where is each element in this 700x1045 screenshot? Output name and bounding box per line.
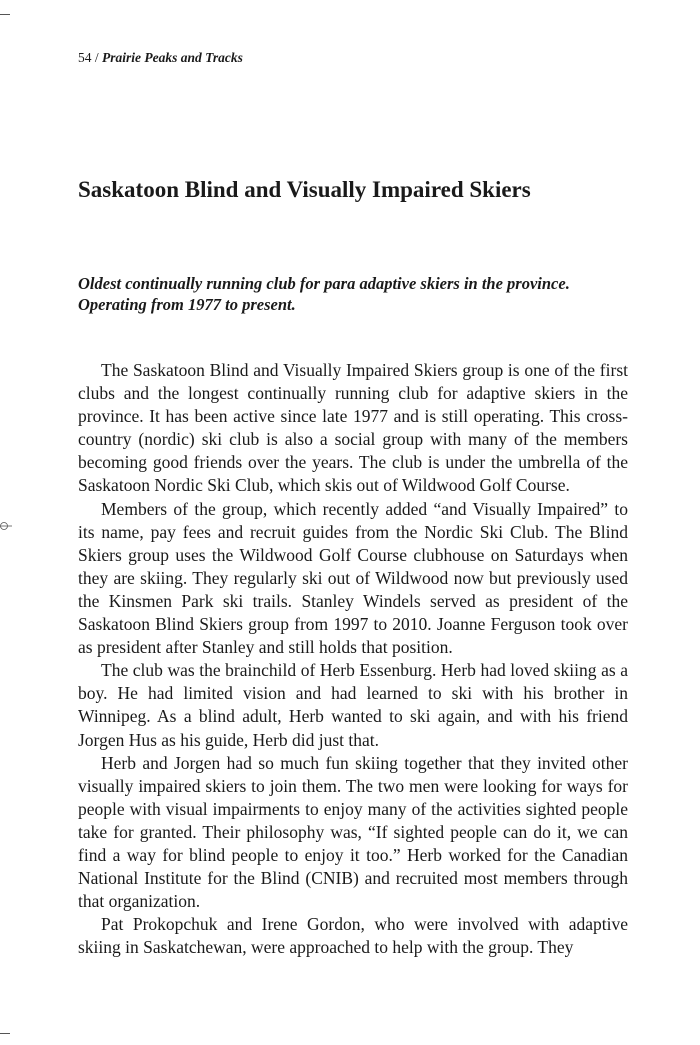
chapter-title: Saskatoon Blind and Visually Impaired Skiers: [78, 177, 531, 202]
subtitle-line-1: Oldest continually running club for para adaptive skiers in the province.: [78, 274, 570, 293]
chapter-subtitle: [78, 273, 628, 315]
subtitle-line-2: Operating from 1977 to present.: [78, 295, 296, 314]
page-number: 54 /: [78, 50, 99, 65]
paragraph: Pat Prokopchuk and Irene Gordon, who were involved with adaptive skiing in Saskatchewan, were approached to help with the group. They: [78, 914, 628, 958]
paragraph: Herb and Jorgen had so much fun skiing together that they invited other visually impaired skiers to join them. The two men were looking for ways for people with visual impairments to enjoy many of the activities sighted people take for granted. Their philosophy was, “If sighted people can do it, we can find a way for blind people to enjoy it too.” Herb worked for the Canadian National Institute for the Blind (CNIB) and recruited most members through that organization.: [78, 752, 628, 912]
paragraph: The club was the brainchild of Herb Essenburg. Herb had loved skiing as a boy. He had limited vision and had learned to ski with his brother in Winnipeg. As a blind adult, Herb wanted to ski again, and with his friend Jorgen Hus as his guide, Herb did just that.: [78, 660, 628, 750]
crop-mark-bottom: [0, 1033, 10, 1034]
running-head: [78, 49, 243, 67]
crop-mark-top: [0, 14, 10, 15]
body-text: [78, 359, 628, 959]
registration-mark-icon: [0, 520, 12, 532]
book-title: Prairie Peaks and Tracks: [102, 50, 243, 65]
paragraph: The Saskatoon Blind and Visually Impaired Skiers group is one of the first clubs and the longest continually running club for adaptive skiers in the province. It has been active since late 1977 and is still operating. This cross-country (nordic) ski club is also a social group with many of the members becoming good friends over the years. The club is under the umbrella of the Saskatoon Nordic Ski Club, which skis out of Wildwood Golf Course.: [78, 360, 628, 496]
paragraph: Members of the group, which recently added “and Visually Impaired” to its name, pay fees and recruit guides from the Nordic Ski Club. The Blind Skiers group uses the Wildwood Golf Course clubhouse on Saturdays when they are skiing. They regularly ski out of Wildwood now but previously used the Kinsmen Park ski trails. Stanley Windels served as president of the Saskatoon Blind Skiers group from 1997 to 2010. Joanne Ferguson took over as president after Stanley and still holds that position.: [78, 498, 628, 658]
